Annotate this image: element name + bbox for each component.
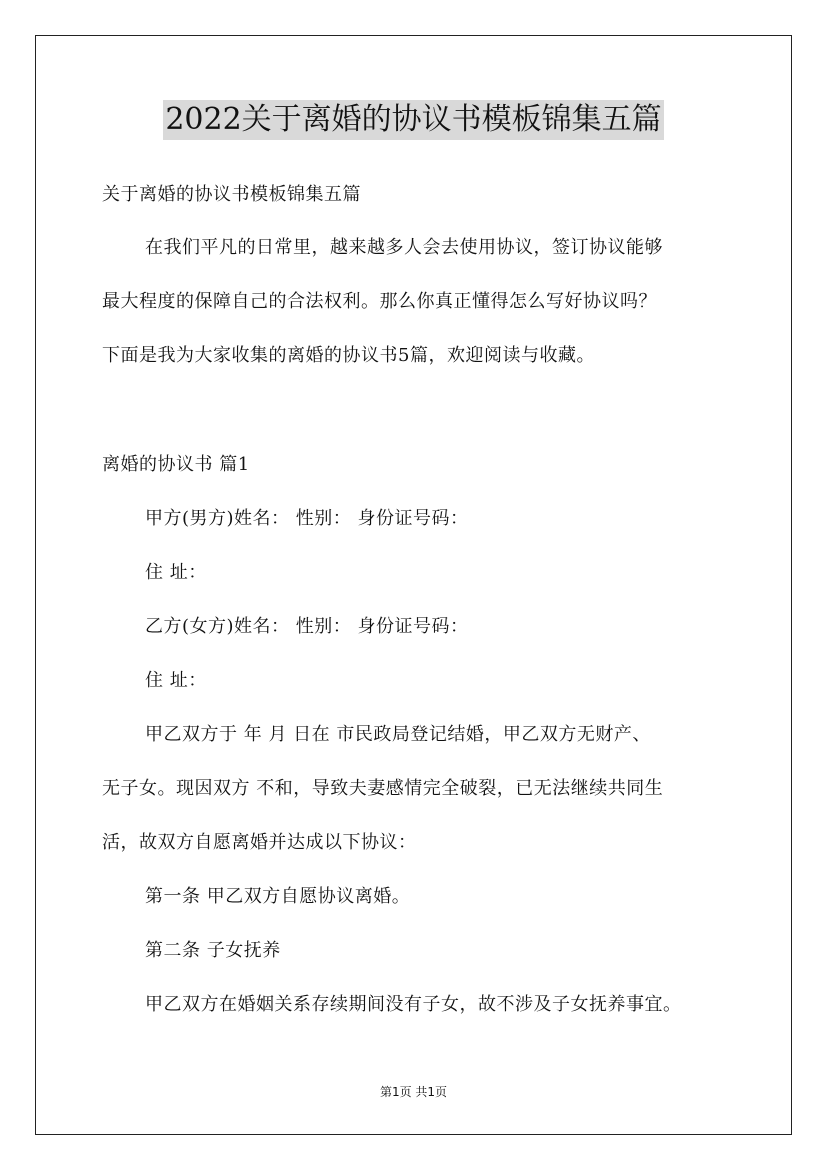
- intro-line-2: 最大程度的保障自己的合法权利。那么你真正懂得怎么写好协议吗？: [102, 291, 657, 312]
- article-2-heading: 第二条 子女抚养: [145, 940, 281, 961]
- party-a-info: 甲方(男方)姓名： 性别： 身份证号码：: [145, 508, 469, 529]
- article-2-text: 甲乙双方在婚姻关系存续期间没有子女，故不涉及子女抚养事宜。: [145, 994, 682, 1015]
- party-a-address: 住 址：: [145, 562, 207, 583]
- page-footer: 第1页 共1页: [379, 1085, 448, 1099]
- document-subtitle: 关于离婚的协议书模板锦集五篇: [102, 184, 361, 205]
- section-heading: 离婚的协议书 篇1: [102, 454, 250, 475]
- party-b-address: 住 址：: [145, 670, 207, 691]
- intro-line-3: 下面是我为大家收集的离婚的协议书5篇，欢迎阅读与收藏。: [102, 345, 595, 366]
- intro-line-1: 在我们平凡的日常里，越来越多人会去使用协议，签订协议能够: [145, 237, 663, 258]
- document-title-text: 2022关于离婚的协议书模板锦集五篇: [163, 100, 663, 140]
- document-title: [0, 100, 827, 146]
- party-b-info: 乙方(女方)姓名： 性别： 身份证号码：: [145, 616, 469, 637]
- article-1: 第一条 甲乙双方自愿协议离婚。: [145, 886, 411, 907]
- body-line-2: 无子女。现因双方 不和，导致夫妻感情完全破裂，已无法继续共同生: [102, 778, 664, 799]
- body-line-3: 活，故双方自愿离婚并达成以下协议：: [102, 832, 417, 853]
- body-line-1: 甲乙双方于 年 月 日在 市民政局登记结婚，甲乙双方无财产、: [145, 724, 651, 745]
